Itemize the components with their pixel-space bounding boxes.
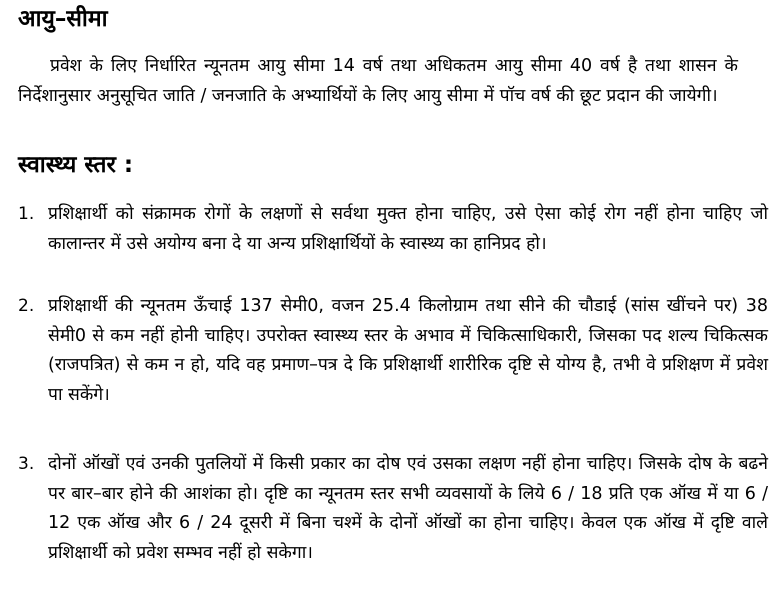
list-item xyxy=(18,292,768,410)
age-limit-paragraph: प्रवेश के लिए निर्धारित न्यूनतम आयु सीमा 14 वर्ष तथा अधिकतम आयु सीमा 40 वर्ष है तथा शासन के निर्देशानुसार अनुसूचित जाति / जनजाति के अभ्यार्थियों के लिए आयु सीमा में पॉच वर्ष की छूट प्रदान की जायेगी। xyxy=(18,56,738,106)
list-item-number: 1. xyxy=(18,204,35,224)
health-standard-heading: स्वास्थ्य स्तर : xyxy=(18,152,134,178)
list-item-text: दोनों ऑखों एवं उनकी पुतलियों में किसी प्रकार का दोष एवं उसका लक्षण नहीं होना चाहिए। जिसके दोष के बढने पर बार–बार होने की आशंका हो। दृष्टि का न्यूनतम स्तर सभी व्यवसायों के लिये 6 / 18 प्रति एक ऑख में या 6 / 12 एक ऑख और 6 / 24 दूसरी में बिना चश्में के दोनों ऑखों का होना चाहिए। केवल एक ऑख में दृष्टि वाले प्रशिक्षार्थी को प्रवेश सम्भव नहीं हो सकेगा। xyxy=(48,454,768,563)
list-item xyxy=(18,200,768,259)
age-limit-heading: आयु–सीमा xyxy=(18,6,108,32)
list-item-text: प्रशिक्षार्थी की न्यूनतम ऊँचाई 137 सेमी0, वजन 25.4 किलोग्राम तथा सीने की चौडाई (सांस खींचने पर) 38 सेमी0 से कम नहीं होनी चाहिए। उपरोक्त स्वास्थ्य स्तर के अभाव में चिकित्साधिकारी, जिसका पद शल्य चिकित्सक (राजपत्रित) से कम न हो, यदि वह प्रमाण–पत्र दे कि प्रशिक्षार्थी शारीरिक दृष्टि से योग्य है, तभी वे प्रशिक्षण में प्रवेश पा सकेंगे। xyxy=(48,296,768,405)
list-item-text: प्रशिक्षार्थी को संक्रामक रोगों के लक्षणों से सर्वथा मुक्त होना चाहिए, उसे ऐसा कोई रोग नहीं होना चाहिए जो कालान्तर में उसे अयोग्य बना दे या अन्य प्रशिक्षार्थियों के स्वास्थ्य का हानिप्रद हो। xyxy=(48,204,768,254)
list-item-number: 2. xyxy=(18,296,35,316)
list-item xyxy=(18,450,768,568)
list-item-number: 3. xyxy=(18,454,35,474)
